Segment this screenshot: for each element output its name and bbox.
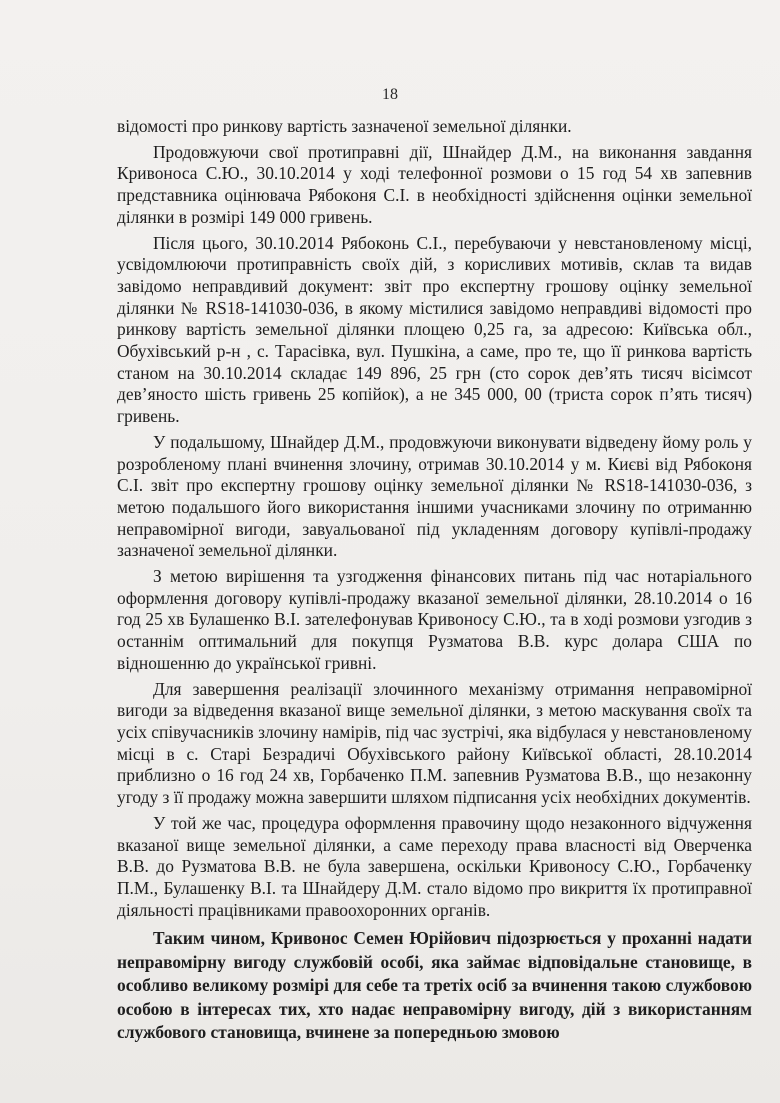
paragraph: У подальшому, Шнайдер Д.М., продовжуючи виконувати відведену йому роль у розробленому плані вчинення злочину, отримав 30.10.2014 у м. Києві від Рябоконя С.І. звіт про експертну грошову оцінку земельної ділянки № RS18-141030-036, з метою подальшого його використання іншими учасниками злочину по отриманню неправомірної вигоди, завуальованої під укладенням договору купівлі-продажу зазначеної земельної ділянки.	[117, 431, 752, 561]
document-body	[117, 116, 752, 1049]
page-number: 18	[382, 86, 398, 103]
paragraph: відомості про ринкову вартість зазначеної земельної ділянки.	[117, 116, 572, 136]
paragraph: Продовжуючи свої протиправні дії, Шнайдер Д.М., на виконання завдання Кривоноса С.Ю., 30.10.2014 у ході телефонної розмови о 15 год 54 хв запевнив представника оцінювача Рябоконя С.І. в необхідності здійснення оцінки земельної ділянки в розмірі 149 000 гривень.	[117, 141, 752, 227]
paragraph: Після цього, 30.10.2014 Рябоконь С.І., перебуваючи у невстановленому місці, усвідомлюючи протиправність своїх дій, з корисливих мотивів, склав та видав завідомо неправдивий документ: звіт про експертну грошову оцінку земельної ділянки № RS18-141030-036, в якому містилися завідомо неправдиві відомості про ринкову вартість земельної ділянки площею 0,25 га, за адресою: Київська обл., Обухівський р-н , с. Тарасівка, вул. Пушкіна, а саме, про те, що її ринкова вартість станом на 30.10.2014 складає 149 896, 25 грн (сто сорок дев’ять тисяч вісімсот дев’яносто шість гривень 25 копійок), а не 345 000, 00 (триста сорок п’ять тисяч) гривень.	[117, 232, 752, 427]
conclusion-paragraph: Таким чином, Кривонос Семен Юрійович підозрюється у проханні надати неправомірну вигоду службовій особі, яка займає відповідальне становище, в особливо великому розмірі для себе та третіх осіб за вчинення такою службовою особою в інтересах тих, хто надає неправомірну вигоду, дій з використанням службового становища, вчинене за попередньою змовою	[117, 928, 752, 1043]
paragraph: З метою вирішення та узгодження фінансових питань під час нотаріального оформлення договору купівлі-продажу вказаної земельної ділянки, 28.10.2014 о 16 год 25 хв Булашенко В.І. зателефонував Кривоносу С.Ю., та в ході розмови узгодив з останнім оптимальний для покупця Рузматова В.В. курс долара США по відношенню до української гривні.	[117, 566, 752, 673]
paragraph: У той же час, процедура оформлення правочину щодо незаконного відчуження вказаної вище земельної ділянки, а саме переходу права власності від Оверченка В.В. до Рузматова В.В. не була завершена, оскільки Кривоносу С.Ю., Горбаченку П.М., Булашенку В.І. та Шнайдеру Д.М. стало відомо про викриття їх протиправної діяльності працівниками правоохоронних органів.	[117, 812, 752, 920]
paragraph: Для завершення реалізації злочинного механізму отримання неправомірної вигоди за відведення вказаної вище земельної ділянки, з метою маскування своїх та усіх співучасників злочину намірів, під час зустрічі, яка відбулася у невстановленому місці в с. Старі Безрадичі Обухівського району Київської області, 28.10.2014 приблизно о 16 год 24 хв, Горбаченко П.М. запевнив Рузматова В.В., що незаконну угоду з її продажу можна завершити шляхом підписання усіх необхідних документів.	[117, 678, 752, 808]
